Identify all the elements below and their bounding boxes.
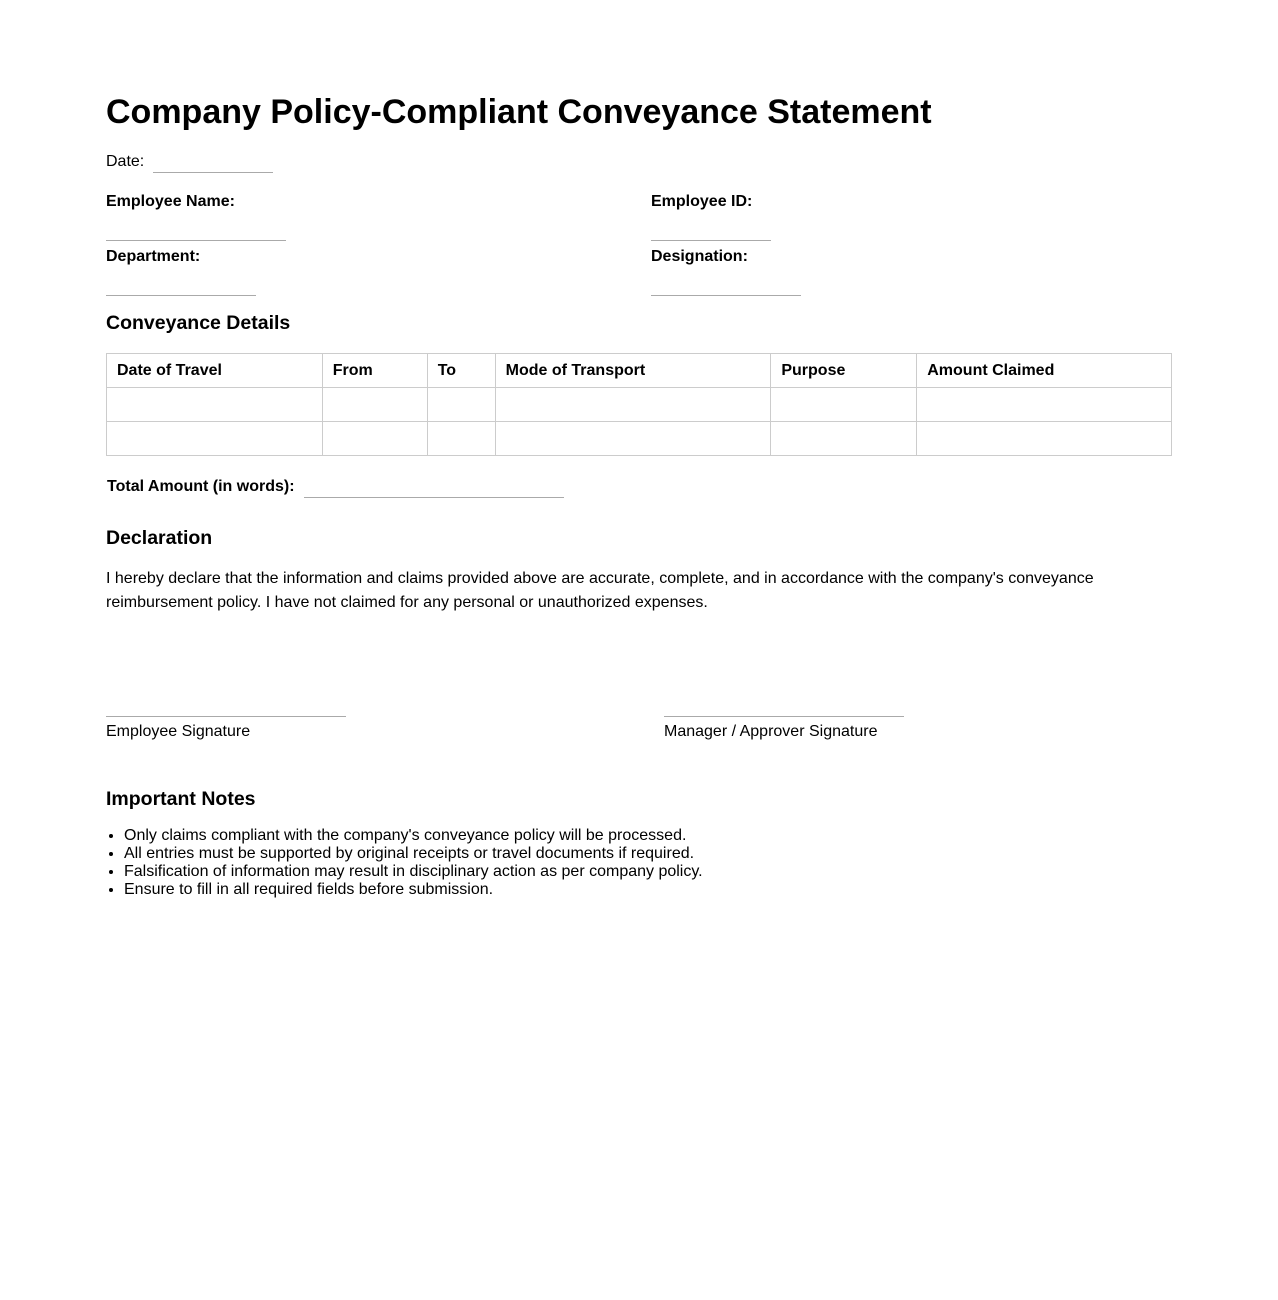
table-cell-to[interactable]: [427, 422, 495, 456]
table-cell-from[interactable]: [322, 422, 427, 456]
table-header-row: [107, 354, 1172, 388]
declaration-heading: Declaration: [106, 527, 213, 549]
table-cell-purpose[interactable]: [771, 388, 917, 422]
list-item: • Falsification of information may result in disciplinary action as per company policy.: [124, 863, 703, 881]
declaration-text: I hereby declare that the information and claims provided above are accurate, complete, and in accordance with the company's conveyance reimbursement policy. I have not claimed for any personal or unauthorized expenses.: [106, 570, 1094, 611]
list-item: • Ensure to fill in all required fields before submission.: [124, 881, 703, 899]
employee-name-label: Employee Name:: [106, 193, 235, 210]
date-field[interactable]: [153, 152, 273, 173]
date-label: Date:: [106, 153, 145, 170]
employee-name-field[interactable]: [106, 220, 286, 241]
employee-signature-label: Employee Signature: [106, 723, 251, 740]
list-item: • Only claims compliant with the company's conveyance policy will be processed.: [124, 827, 703, 845]
total-amount-label: Total Amount (in words):: [107, 478, 295, 495]
designation-group: [651, 247, 801, 296]
list-item: • All entries must be supported by original receipts or travel documents if required.: [124, 845, 703, 863]
department-label: Department:: [106, 248, 201, 265]
table-cell-mode-of-transport[interactable]: [495, 388, 771, 422]
table-cell-mode-of-transport[interactable]: [495, 422, 771, 456]
department-group: [106, 247, 256, 296]
table-row: [107, 422, 1172, 456]
manager-signature-label: Manager / Approver Signature: [664, 723, 878, 740]
table-cell-date-of-travel[interactable]: [107, 388, 323, 422]
column-header-mode-of-transport: Mode of Transport: [495, 354, 771, 388]
table-cell-from[interactable]: [322, 388, 427, 422]
table-row: [107, 388, 1172, 422]
total-amount-field[interactable]: [304, 477, 564, 498]
column-header-date-of-travel: Date of Travel: [107, 354, 323, 388]
column-header-to: To: [427, 354, 495, 388]
designation-label: Designation:: [651, 248, 748, 265]
important-notes-heading: Important Notes: [106, 788, 256, 810]
employee-signature-block: [106, 716, 346, 742]
designation-field[interactable]: [651, 275, 801, 296]
employee-name-group: [106, 192, 286, 241]
column-header-purpose: Purpose: [771, 354, 917, 388]
conveyance-table: [106, 353, 1172, 456]
column-header-from: From: [322, 354, 427, 388]
table-cell-date-of-travel[interactable]: [107, 422, 323, 456]
important-notes-list: [106, 827, 703, 899]
employee-id-label: Employee ID:: [651, 193, 753, 210]
manager-signature-block: [664, 716, 904, 742]
table-cell-amount-claimed[interactable]: [917, 422, 1172, 456]
page-title: Company Policy-Compliant Conveyance Statement: [106, 93, 932, 131]
column-header-amount-claimed: Amount Claimed: [917, 354, 1172, 388]
conveyance-details-heading: Conveyance Details: [106, 312, 291, 334]
department-field[interactable]: [106, 275, 256, 296]
total-amount-row: [107, 477, 564, 498]
table-cell-to[interactable]: [427, 388, 495, 422]
employee-id-group: [651, 192, 771, 241]
table-cell-amount-claimed[interactable]: [917, 388, 1172, 422]
date-row: [106, 152, 273, 173]
table-cell-purpose[interactable]: [771, 422, 917, 456]
employee-id-field[interactable]: [651, 220, 771, 241]
